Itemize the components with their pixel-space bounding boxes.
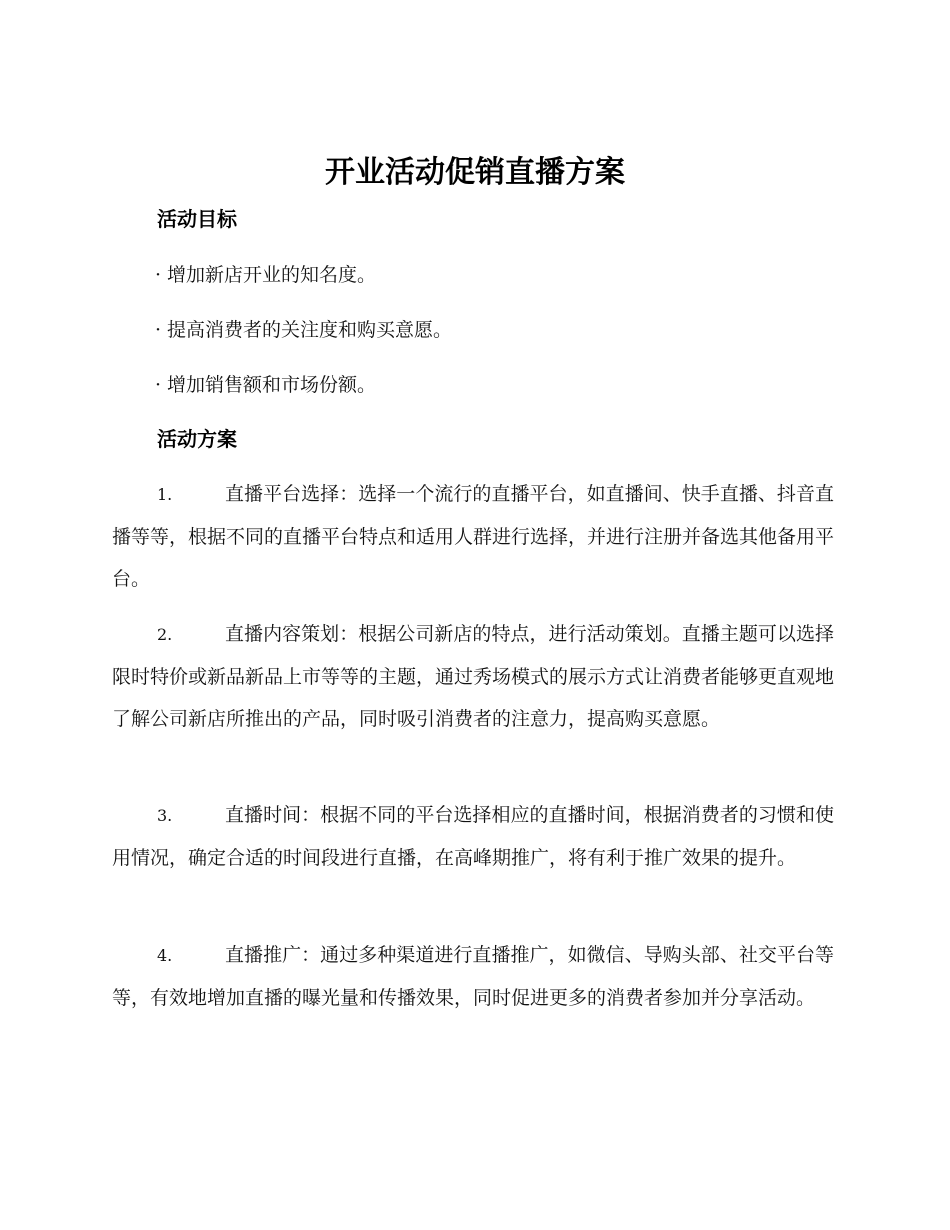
goal-item [155,316,452,344]
bullet-mark: · [155,374,162,396]
document-title: 开业活动促销直播方案 [325,155,625,190]
plan-step-3 [112,794,834,879]
goal-item [155,261,376,289]
bullet-mark: · [155,319,162,341]
goal-item-text: 增加销售额和市场份额。 [167,374,377,396]
bullet-mark: · [155,264,162,286]
step-text: 直播推广：通过多种渠道进行直播推广，如微信、导购头部、社交平台等等，有效地增加直播的曝光量和传播效果，同时促进更多的消费者参加并分享活动。 [112,944,834,1009]
step-text: 直播平台选择：选择一个流行的直播平台，如直播间、快手直播、抖音直播等等，根据不同的直播平台特点和适用人群进行选择，并进行注册并备选其他备用平台。 [112,483,835,590]
goal-item [155,371,376,399]
plan-step-2 [112,613,834,740]
goal-item-text: 提高消费者的关注度和购买意愿。 [167,319,453,341]
plan-step-1 [112,473,834,600]
step-number: 1. [157,485,173,504]
section-heading-goals: 活动目标 [157,207,237,231]
step-number: 2. [157,625,173,644]
step-number: 3. [157,806,173,825]
section-heading-plan: 活动方案 [157,427,237,451]
goal-item-text: 增加新店开业的知名度。 [167,264,377,286]
step-text: 直播时间：根据不同的平台选择相应的直播时间，根据消费者的习惯和使用情况，确定合适的时间段进行直播，在高峰期推广，将有利于推广效果的提升。 [112,804,834,869]
step-text: 直播内容策划：根据公司新店的特点，进行活动策划。直播主题可以选择限时特价或新品新品上市等等的主题，通过秀场模式的展示方式让消费者能够更直观地了解公司新店所推出的产品，同时吸引消费者的注意力，提高购买意愿。 [112,623,835,730]
plan-step-4 [112,934,834,1019]
step-number: 4. [157,946,173,965]
